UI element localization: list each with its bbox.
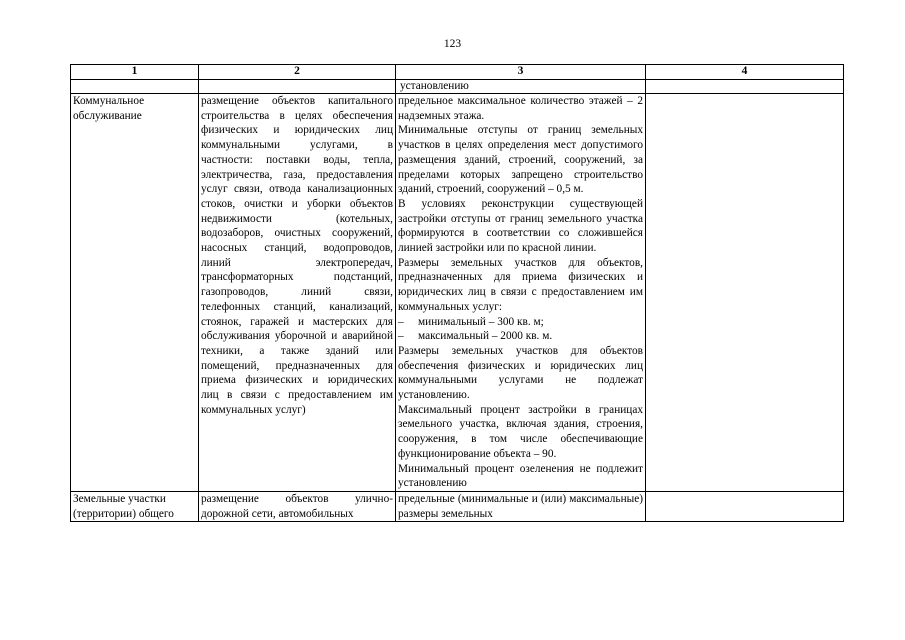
row-land-parameters: предельные (минимальные и (или) максимальные) размеры земельных — [398, 492, 643, 520]
row-communal-description-cell — [199, 94, 396, 492]
bullet-text: максимальный – 2000 кв. м. — [418, 330, 553, 343]
row-land-parameters-cell — [396, 491, 646, 521]
continuation-col-2 — [199, 80, 396, 94]
parameter-paragraph: Размеры земельных участков для объектов, предназначенных для приема физических и юридических лиц в связи с предоставлением им коммунальных услуг: — [398, 256, 643, 313]
header-col-4: 4 — [646, 65, 844, 80]
table-header-row — [71, 65, 844, 80]
row-land-description-cell — [199, 491, 396, 521]
parameter-paragraph: Минимальные отступы от границ земельных участков в целях определения мест допустимого размещения зданий, строений, сооружений, за пределами которых запрещено строительство зданий, строений, сооружений – 0,5 м. — [398, 124, 643, 196]
table-row — [71, 491, 844, 521]
header-col-2: 2 — [199, 65, 396, 80]
parameter-paragraph: Максимальный процент застройки в границах земельного участка, включая здания, строения, сооружения, в том числе обеспечивающие функционирование объекта – 90. — [398, 403, 643, 460]
row-communal-name: Коммунальное обслуживание — [73, 95, 145, 122]
row-land-description: размещение объектов улично-дорожной сети, автомобильных — [201, 492, 393, 520]
bullet-item — [398, 315, 643, 330]
row-communal-name-cell — [71, 94, 199, 492]
row-communal-description: размещение объектов капитального строительства в целях обеспечения физических и юридических лиц коммунальными услугами, в частности: поставки воды, тепла, электричества, газа, предоставления услуг связи, отвода канализационных стоков, очистки и уборки объектов недвижимости (котельных, водозаборов, очистных сооружений, насосных станций, водопроводов, линий электропередач, трансформаторных подстанций, газопроводов, линий связи, телефонных станций, канализаций, стоянок, гаражей и мастерских для обслуживания уборочной и аварийной техники, а также зданий или помещений, предназначенных для приема физических и юридических лиц в связи с предоставлением им коммунальных услуг) — [201, 95, 393, 416]
zoning-table — [70, 64, 844, 522]
dash-marker: – — [398, 315, 404, 328]
continuation-text: установлению — [400, 80, 469, 92]
parameter-paragraph: предельное максимальное количество этажей – 2 надземных этажа. — [398, 95, 643, 122]
row-land-name-cell — [71, 491, 199, 521]
continuation-col-4 — [646, 80, 844, 94]
parameter-paragraph: Минимальный процент озеленения не подлежит установлению — [398, 462, 643, 490]
header-col-3: 3 — [396, 65, 646, 80]
row-communal-col-4 — [646, 94, 844, 492]
continuation-col-1 — [71, 80, 199, 94]
row-communal-parameters-cell — [396, 94, 646, 492]
bullet-item — [398, 329, 643, 344]
header-col-1: 1 — [71, 65, 199, 80]
parameter-paragraph: В условиях реконструкции существующей застройки отступы от границ земельного участка формируются в соответствии со сложившейся линией застройки или по красной линии. — [398, 197, 643, 255]
row-land-name: Земельные участки (территории) общего — [73, 492, 174, 520]
page-number: 123 — [443, 38, 462, 50]
bullet-text: минимальный – 300 кв. м; — [418, 315, 544, 328]
table-row — [71, 94, 844, 492]
continuation-col-3 — [396, 80, 646, 94]
parameter-paragraph: Размеры земельных участков для объектов обеспечения физических и юридических лиц коммунальными услугами не подлежат установлению. — [398, 344, 643, 402]
row-land-col-4 — [646, 491, 844, 521]
dash-marker: – — [398, 330, 404, 343]
table-row — [71, 80, 844, 94]
